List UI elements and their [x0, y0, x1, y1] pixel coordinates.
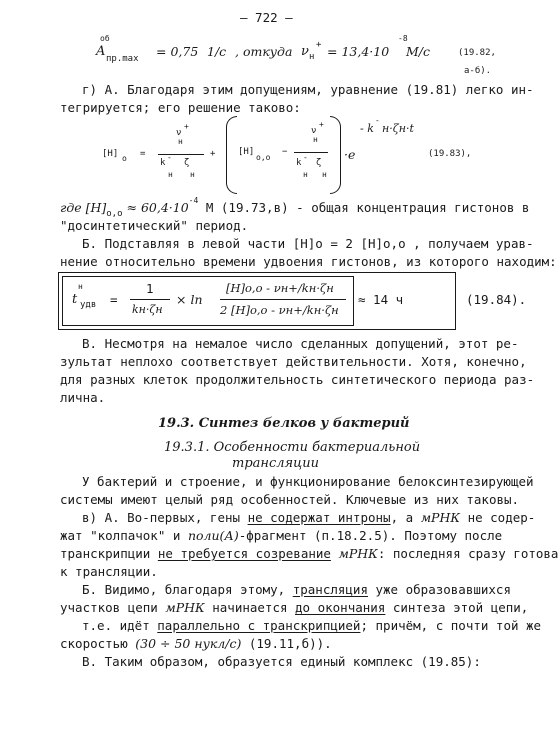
eq3-frac2-line [220, 299, 346, 300]
para-intro-line1: У бактерий и строение, и функционирование белоксинтезирующей [82, 474, 534, 489]
eq2-num1-sub: н [178, 137, 183, 146]
eq2-num2: ν [311, 126, 317, 136]
vb-l3-a: т.е. идёт [82, 618, 158, 633]
para-v-line3: для разных клеток продолжительность синтетического периода раз- [60, 372, 535, 387]
eq2-right-paren [330, 116, 341, 194]
eq1-tag-b: а-б). [464, 66, 492, 76]
eq3-den: kн·ζн [132, 303, 163, 316]
para-vb-line3 [82, 618, 541, 633]
para-g-line2: тегрируется; его решение таково: [60, 100, 301, 115]
eq2-den1-sub: н [168, 170, 173, 179]
eq2-frac1-line [158, 154, 204, 155]
para-g-line1: г) А. Благодаря этим допущениям, уравнение (19.81) легко ин- [82, 82, 534, 97]
eq2-num2-sub: н [313, 135, 318, 144]
eq2-num2-sup: + [319, 120, 324, 129]
eq3-times: × ln [176, 292, 203, 307]
eq1-unit: 1/с [207, 44, 227, 59]
vb-l2-it: мРНК [165, 600, 205, 615]
eq1-lhs-sub: пр.max [106, 54, 139, 64]
subsection-heading-line2: трансляции [232, 456, 319, 471]
va-l2-b: -фрагмент (п.18.2.5). Поэтому после [238, 528, 503, 543]
para-v-line4: лична. [60, 390, 106, 405]
eq1-nu-sup: + [316, 40, 322, 50]
vb-l1-ul: трансляция [292, 582, 368, 597]
vb-l4-b: (19.11,б)). [241, 636, 332, 651]
eq2-plus: + [210, 149, 216, 159]
eq3-denom: 2 [H]o,o - νн+/kн·ζн [220, 303, 339, 317]
eq2-exp: - k [360, 122, 374, 135]
eq2-den2-sup: - [303, 153, 308, 162]
eq2-minus: − [282, 147, 288, 157]
va-l1-b: , а [390, 510, 421, 525]
eq3-one: 1 [146, 281, 154, 296]
eq3-num: [H]o,o - νн+/kн·ζн [226, 281, 334, 295]
va-l3-ul: не требуется созревание [157, 546, 331, 561]
eq3-approx: ≈ 14 ч [358, 292, 404, 307]
eq2-exp-rest: н·ζн·t [382, 122, 414, 135]
vb-l2-c: синтеза этой цепи, [385, 600, 529, 615]
section-heading: 19.3. Синтез белков у бактерий [158, 416, 410, 431]
va-l3-it: мРНК [338, 546, 378, 561]
para-va-line1 [82, 510, 535, 525]
gde-exp: -4 [188, 196, 199, 205]
eq2-e: ·e [344, 147, 356, 162]
para-intro-line2: системы имеют целый ряд особенностей. Ключевые из них таковы. [60, 492, 520, 507]
eq2-eq: = [140, 149, 146, 159]
eq2-den1: k [160, 158, 166, 168]
va-l2-a: жат "колпачок" и [60, 528, 188, 543]
para-va-line4: к трансляции. [60, 564, 158, 579]
vb-l3-ul: параллельно с транскрипцией [157, 618, 361, 633]
subsection-heading-line1: 19.3.1. Особенности бактериальной [164, 440, 421, 455]
va-l2-it: поли(А) [187, 528, 239, 543]
para-vv: В. Таким образом, образуется единый комплекс (19.85): [82, 654, 481, 669]
eq1-lhs: A [96, 44, 106, 59]
para-gde-line2: "досинтетический" период. [60, 218, 249, 233]
eq2-num1: ν [176, 128, 182, 138]
vb-l2-ul: до окончания [295, 600, 386, 615]
eq2-h0: [H] [238, 147, 255, 157]
eq1-nu-sub: н [309, 52, 315, 62]
va-l3-c: : последняя сразу готова [377, 546, 558, 561]
para-b-line1: Б. Подставляя в левой части [H]o = 2 [H]o,o , получаем урав- [82, 236, 534, 251]
eq1-nu-unit: М/с [406, 44, 431, 59]
eq2-den2-sub: н [303, 170, 308, 179]
vb-l1-a: Б. Видимо, благодаря этому, [82, 582, 293, 597]
eq2-h0-sub: o,o [256, 153, 271, 162]
eq2-exp-sup: - [375, 116, 380, 125]
eq1-tag-a: (19.82, [458, 48, 496, 58]
eq2-zeta2: ζ [316, 158, 322, 168]
vb-l4-it: (30 ÷ 50 нукл/с) [135, 636, 242, 651]
vb-l2-a: участков цепи [60, 600, 166, 615]
para-vb-line4 [60, 636, 332, 651]
va-l1-c: не содер- [460, 510, 536, 525]
eq2-lhs-sub: o [122, 154, 127, 163]
para-va-line3 [60, 546, 558, 561]
eq3-t: t [72, 292, 78, 307]
eq1-exp: -8 [398, 34, 408, 43]
eq2-tag: (19.83), [428, 149, 472, 159]
eq1-value: = 0,75 [156, 44, 199, 59]
va-l1-a: в) А. Во-первых, гены [82, 510, 248, 525]
para-vb-line1 [82, 582, 511, 597]
eq3-t-sub: удв [80, 300, 97, 310]
eq1-nu: ν [301, 44, 309, 59]
eq1-nu-value: = 13,4·10 [327, 44, 390, 59]
eq2-zeta-sub: н [190, 170, 195, 179]
eq2-left-paren [226, 116, 237, 194]
eq2-num1-sup: + [184, 122, 189, 131]
vb-l4-a: скоростью [60, 636, 136, 651]
para-v-line2: зультат неплохо соответствует действительности. Хотя, конечно, [60, 354, 527, 369]
page-number: – 722 – [240, 10, 293, 25]
eq2-zeta2-sub: н [322, 170, 327, 179]
para-v-line1: В. Несмотря на немалое число сделанных допущений, этот ре- [82, 336, 519, 351]
eq2-den2: k [296, 158, 302, 168]
eq2-den1-sup: - [167, 153, 172, 162]
para-gde-line1 [60, 196, 530, 219]
gde-part-b: ≈ 60,4·10 [122, 200, 189, 215]
eq3-t-sup: н [78, 282, 83, 291]
eq3-frac1-line [130, 299, 170, 300]
para-b-line2: нение относительно времени удвоения гистонов, из которого находим: [60, 254, 557, 269]
va-l1-ul: не содержат интроны [247, 510, 391, 525]
para-va-line2 [60, 528, 502, 543]
eq3-eq: = [110, 292, 118, 307]
para-vb-line2 [60, 600, 528, 615]
gde-sub: o,o [106, 209, 123, 219]
eq2-lhs: [H] [102, 149, 119, 159]
eq2-zeta: ζ [184, 158, 190, 168]
eq1-sup-ob: об [100, 34, 110, 43]
va-l3-a: транскрипции [60, 546, 158, 561]
vb-l3-b: ; причём, с почти той же [360, 618, 542, 633]
eq2-frac2-line [294, 152, 328, 153]
vb-l2-b: начинается [204, 600, 296, 615]
eq1-otkuda: , откуда [235, 44, 293, 59]
gde-part-c: М (19.73,в) - общая концентрация гистонов в [198, 200, 530, 215]
vb-l1-b: уже образовавшихся [367, 582, 511, 597]
va-l1-it: мРНК [420, 510, 461, 525]
eq3-tag: (19.84). [466, 292, 527, 307]
gde-part-a: где [H] [60, 200, 107, 215]
